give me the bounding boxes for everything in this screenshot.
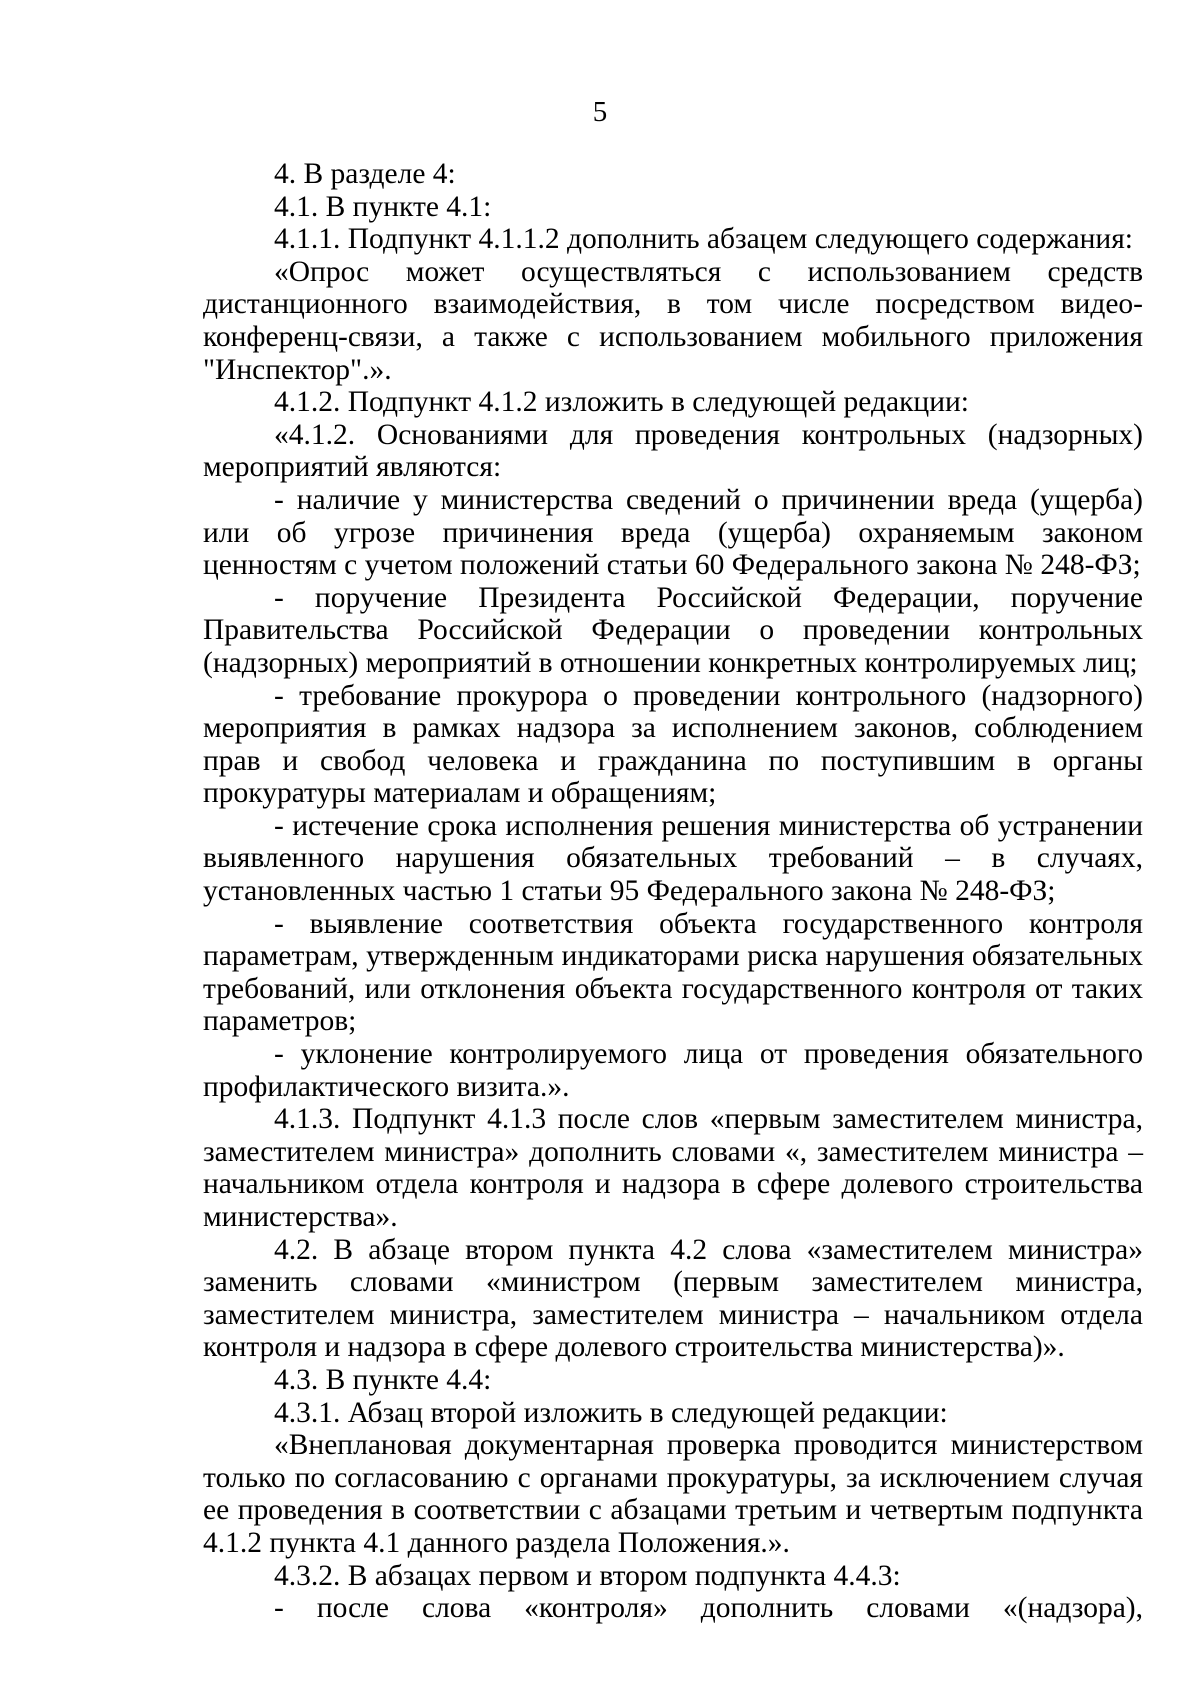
paragraph: - истечение срока исполнения решения министерства об устранении выявленного нарушения обязательных требований – в случаях, установленных частью 1 статьи 95 Федерального закона № 248-ФЗ;	[203, 809, 1143, 908]
paragraph: «Опрос может осуществляться с использованием средств дистанционного взаимодействия, в том числе посредством видео-конференц-связи, а также с использованием мобильного приложения "Инспектор".».	[203, 255, 1143, 386]
paragraph: «4.1.2. Основаниями для проведения контрольных (надзорных) мероприятий являются:	[203, 418, 1143, 484]
document-body	[203, 158, 1143, 1625]
paragraph: 4.1.2. Подпункт 4.1.2 изложить в следующей редакции:	[274, 386, 969, 419]
paragraph: - уклонение контролируемого лица от проведения обязательного профилактического визита.».	[203, 1038, 1143, 1103]
paragraph: «Внеплановая документарная проверка проводится министерством только по согласованию с органами прокуратуры, за исключением случая ее проведения в соответствии с абзацами третьим и четвертым подпункта 4.1.2 пункта 4.1 данного раздела Положения.».	[203, 1429, 1143, 1559]
paragraph: 4.3.2. В абзацах первом и втором подпункта 4.4.3:	[274, 1559, 901, 1592]
paragraph: 4.3. В пункте 4.4:	[274, 1363, 492, 1396]
paragraph: 4.1.1. Подпункт 4.1.1.2 дополнить абзацем следующего содержания:	[274, 223, 1133, 256]
paragraph: - выявление соответствия объекта государственного контроля параметрам, утвержденным индикаторами риска нарушения обязательных требований, или отклонения объекта государственного контроля от таких параметров;	[203, 907, 1143, 1038]
page-number: 5	[592, 96, 608, 128]
paragraph: 4.3.1. Абзац второй изложить в следующей редакции:	[274, 1396, 948, 1429]
paragraph: - требование прокурора о проведении контрольного (надзорного) мероприятия в рамках надзора за исполнением законов, соблюдением прав и свобод человека и гражданина по поступившим в органы прокуратуры материалам и обращениям;	[203, 679, 1143, 810]
paragraph: 4.1.3. Подпункт 4.1.3 после слов «первым заместителем министра, заместителем министра» дополнить словами «, заместителем министра – начальником отдела контроля и надзора в сфере долевого строительства министерства».	[203, 1103, 1143, 1233]
paragraph: - после слова «контроля» дополнить словами «(надзора),	[274, 1592, 1143, 1625]
paragraph: 4. В разделе 4:	[274, 158, 456, 190]
paragraph: 4.1. В пункте 4.1:	[274, 190, 492, 223]
paragraph: - наличие у министерства сведений о причинении вреда (ущерба) или об угрозе причинения вреда (ущерба) охраняемым законом ценностям с учетом положений статьи 60 Федерального закона № 248-ФЗ;	[203, 483, 1143, 582]
paragraph: 4.2. В абзаце втором пункта 4.2 слова «заместителем министра» заменить словами «министром (первым заместителем министра, заместителем министра, заместителем министра – начальником отдела контроля и надзора в сфере долевого строительства министерства)».	[203, 1233, 1143, 1364]
paragraph: - поручение Президента Российской Федерации, поручение Правительства Российской Федерации о проведении контрольных (надзорных) мероприятий в отношении конкретных контролируемых лиц;	[203, 581, 1143, 679]
